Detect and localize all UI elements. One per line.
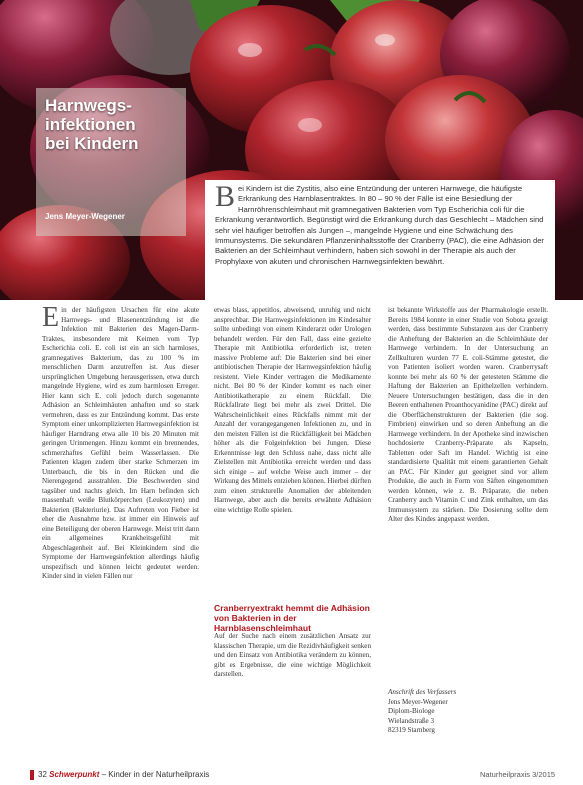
footer-issue: Naturheilpraxis 3/2015 — [480, 770, 556, 779]
footer-left — [38, 770, 209, 779]
footer-section-title: – Kinder in der Naturheilpraxis — [101, 770, 210, 779]
author-address — [388, 688, 548, 736]
title-line: infektionen — [45, 115, 136, 134]
column-2 — [214, 306, 371, 594]
column-1-text: in der häufigsten Ursachen für eine akute Harnwegs- und Blasenentzündung ist die Infektion mit Bakterien des Magen-Darm-Traktes, insbesondere mit Keimen vom Typ Escherichia coli. E. coli ist ein an sich harmloses, gramnegatives Bakterium, das zu 100 % im menschlichen Darm anzutreffen ist. Aus dieser ursprünglichen Umgebung herausgerissen, etwa durch mangelnde Hygiene, wird es zum harmlosen Erreger. Hier kann sich E. coli jedoch durch sogenannte Adhäsion an Schleimhäuten anhaften und so stark vermehren, dass es zur Entzündung kommt. Das erste Symptom einer unkomplizierten Harnwegsinfektion ist häufiger Harndrang etwa alle 10 bis 20 Minuten mit geringen Urinmengen. Hinzu kommt ein brennendes, schmerzhaftes Gefühl beim Wasserlassen. Die Patienten klagen zudem über starke Schmerzen im Unterbauch, die bis in den Rücken und die Nierengegend ausstrahlen. Die Beschwerden sind tagsüber und nachts gleich. Im Harn befinden sich massenhaft weiße Blutkörperchen (Leukozyten) und Bakterien (Bakteriurie). Das Auftreten von Fieber ist eher die Ausnahme bzw. ist immer ein Hinweis auf eine Beteiligung der oberen Harnwege. Meist tritt dann ein allgemeines Krankheitsgefühl mit Abgeschlagenheit auf. Bei Kleinkindern sind die Symptome der Harnwegsinfektion allerdings häufig unspezifisch und können leicht gedeutet werden. Kinder sind in vielen Fällen nur — [42, 306, 199, 580]
title-line: bei Kindern — [45, 134, 139, 153]
intro-drop-cap: B — [215, 180, 236, 213]
address-name: Jens Meyer-Wegener — [388, 697, 448, 706]
page-title — [45, 96, 185, 153]
column-drop-cap: E — [42, 306, 60, 333]
title-line: Harnwegs- — [45, 96, 132, 115]
address-label: Anschrift des Verfassers — [388, 688, 457, 696]
author-byline: Jens Meyer-Wegener — [45, 212, 125, 221]
address-street: Wielandstraße 3 — [388, 716, 435, 725]
page-number: 32 — [38, 770, 47, 779]
footer-section-label: Schwerpunkt — [49, 770, 100, 779]
address-title: Diplom-Biologe — [388, 707, 435, 715]
intro-body: ei Kindern ist die Zystitis, also eine Entzündung der unteren Harnwege, die häufigste Erkrankung des Harnblasentraktes. In 80 – 90 % der Fälle ist eine Besiedlung der Harnröhrenschleimhaut mit gramnegativen Bakterien vom Typ Escherichia coli für die Erkrankung verantwortlich. Begünstigt wird die Erkrankung durch das Geschlecht – Mädchen sind sehr viel häufiger betroffen als Jungen –, mangelnde Hygiene und eine Schwächung des Immunsystems. Die sekundären Pflanzeninhaltsstoffe der Cranberry (PAC), die eine Adhäsion der Bakterien an der Schleimhaut verhindern, haben sich sowohl in der Therapie als auch der Prophylaxe von akuten und chronischen Harnwegsinfekten bewährt. — [215, 184, 544, 266]
footer-accent-bar — [30, 770, 34, 780]
column-2-text: etwas blass, appetitlos, abweisend, unruhig und nicht ansprechbar. Die Harnwegsinfektionen im Kindesalter sollte unbedingt von einem Kinderarzt oder Urologen behandelt werden. Für den Fall, dass eine gezielte Therapie mit Antibiotika erforderlich ist, treten massive Probleme auf: Die Bakterien sind bei einer antibiotischen Therapie der Harnwegsinfektion häufig resistent. Viele Kinder vertragen die Medikamente nicht. Bei 80 % der Kinder kommt es nach einer Antibiotikatherapie zu einem Rückfall. Die Rückfallrate liegt bei mehr als zwei Drittel. Die Wahrscheinlichkeit eines Rückfalls nimmt mit der Anzahl der vorangegangenen Infektionen zu, und in den meisten Fällen ist die Rückfälligkeit bei Mädchen höher als die Folgeinfektion bei Jungen. Diese Erkenntnisse legt den Schluss nahe, dass nicht alle Zielstellen mit Antibiotika erreicht werden und dass sich einige – auf welche Weise auch immer – der Wirkung des Mittels entziehen können. Hierbei dürften zum einen strukturelle Anomalien der ableitenden Harnwege, aber auch die bereits erwähnte Adhäsion eine wichtige Rolle spielen. — [214, 306, 371, 514]
column-1 — [42, 306, 199, 764]
column-3 — [388, 306, 548, 684]
section-subheading: Cranberryextrakt hemmt die Adhäsion von Bakterien in der Harnblasenschleimhaut — [214, 603, 370, 633]
column-2-lower-text: Auf der Suche nach einem zusätzlichen Ansatz zur klassischen Therapie, um die Rezidivhäufigkeit senken und den Einsatz von Antibiotika verändern zu können, gibt es Ergebnisse, die eine wichtige Möglichkeit darstellen. — [214, 632, 371, 678]
address-city: 82319 Starnberg — [388, 726, 435, 734]
intro-text — [215, 180, 551, 267]
column-2-lower — [214, 632, 371, 764]
column-3-text: ist bekannte Wirkstoffe aus der Pharmakologie erstellt. Bereits 1984 konnte in einer Studie von Sobota gezeigt werden, dass bestimmte Substanzen aus der Cranberry die Anheftung der Bakterien an die Schleimhäute der Harnwege verhindern. In der Untersuchung an Zellkulturen wurden 77 E. coli-Stämme getestet, die von Patienten isoliert worden waren. Cranberrysaft konnte bei mehr als 60 % der getesteten Stämme die Haftung der Bakterien an Epithelzellen verhindern. Neuere Untersuchungen bestätigen, dass die in den Beeren enthaltenen Proanthocyanidine (PAC) direkt auf die Oberflächenstrukturen der Bakterien (die sog. Fimbrien) einwirken und so deren Anheftung an die Harnwege verhindern. In der Apotheke sind inzwischen hochdosierte Cranberry-Präparate als Kapseln, Tabletten oder Saft im Handel. Wichtig ist eine standardisierte Qualität mit einem garantierten Gehalt an PAC. Für Kinder gut geeignet sind vor allem Produkte, die auch in Form von Säften eingenommen werden können, wie z. B. Präparate, die neben Cranberry auch Vitamin C und Zink enthalten, um das Immunsystem zu stärken. Die Dosierung sollte dem Alter des Kindes angepasst werden. — [388, 306, 548, 523]
